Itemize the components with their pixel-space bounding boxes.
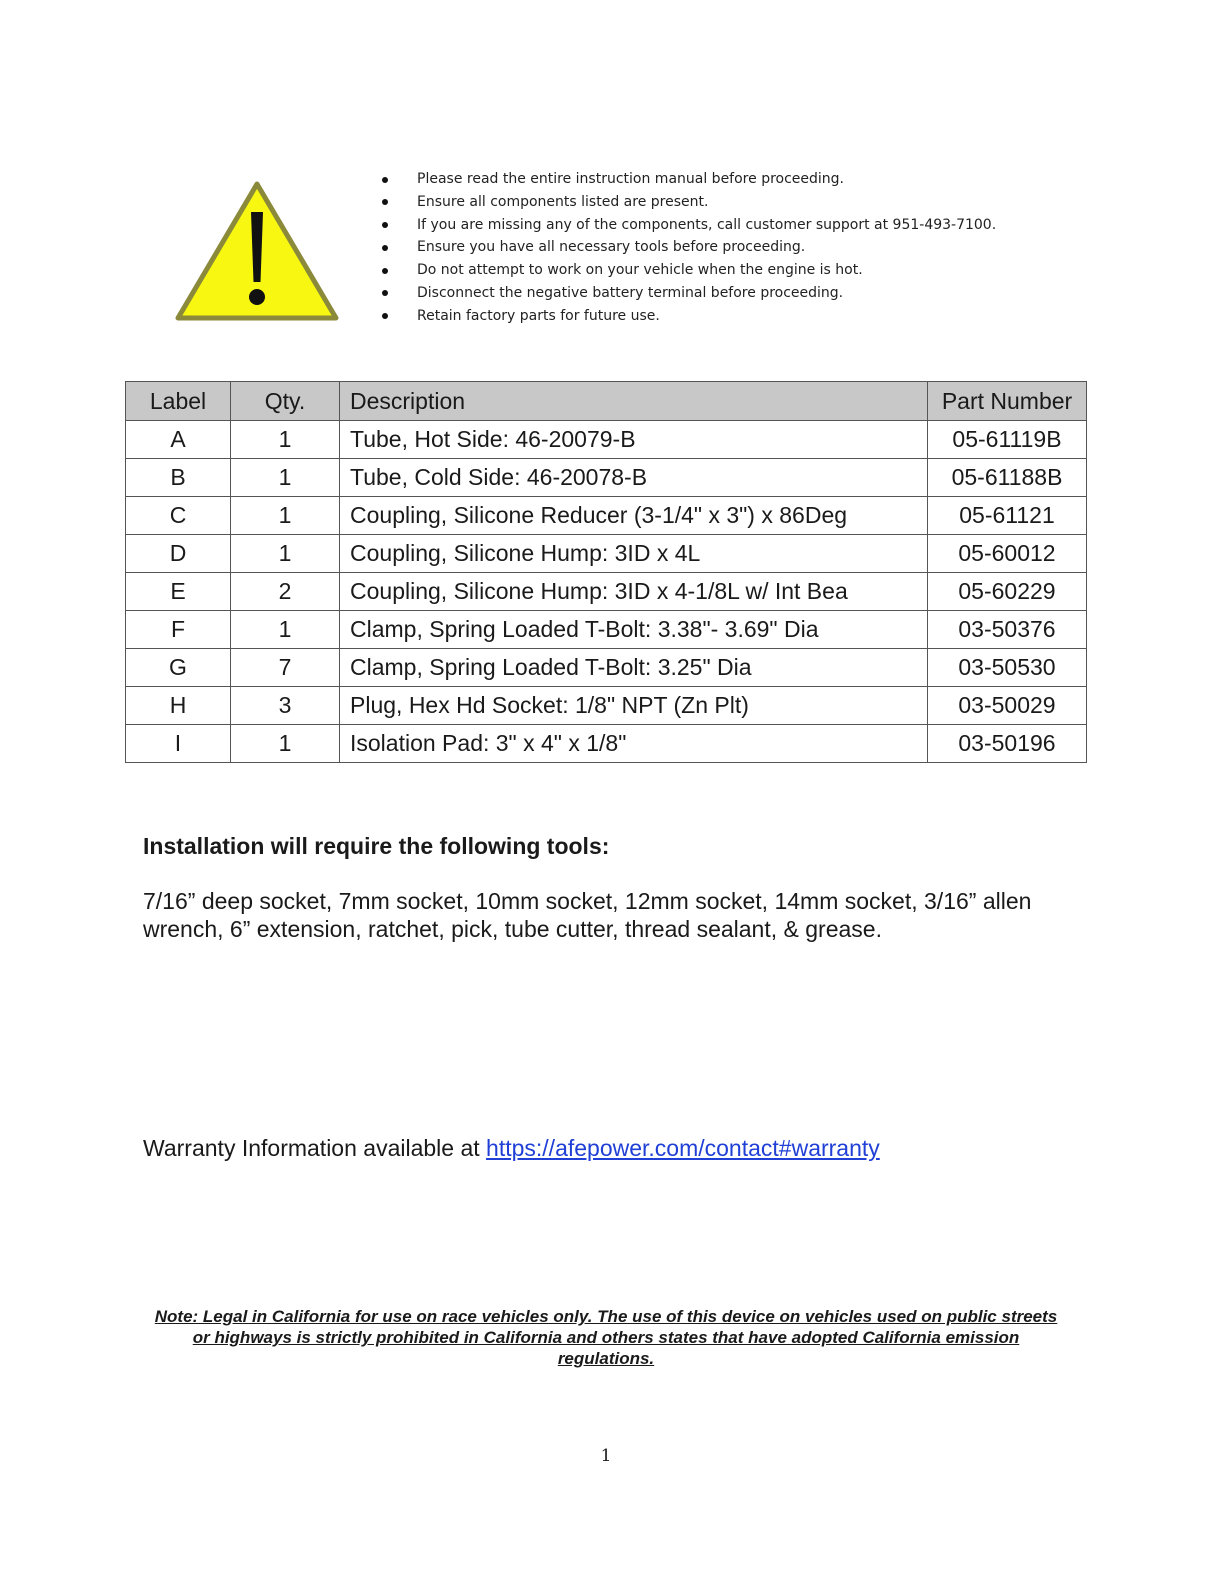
cell-label: G — [126, 649, 231, 687]
table-header-row — [126, 382, 1087, 421]
table-row — [126, 687, 1087, 725]
page-number: 1 — [600, 1446, 612, 1466]
cell-label: D — [126, 535, 231, 573]
cell-part-number: 05-61119B — [928, 421, 1087, 459]
warranty-link[interactable]: https://afepower.com/contact#warranty — [486, 1135, 880, 1161]
cell-label: H — [126, 687, 231, 725]
exclamation-dot — [249, 289, 265, 305]
precaution-item: If you are missing any of the components, call customer support at 951-493-7100. — [378, 214, 996, 237]
warranty-prefix: Warranty Information available at — [143, 1135, 487, 1161]
precaution-item: Ensure you have all necessary tools before proceeding. — [378, 236, 996, 259]
precaution-item: Disconnect the negative battery terminal before proceeding. — [378, 282, 996, 305]
cell-description: Coupling, Silicone Hump: 3ID x 4-1/8L w/ Int Bea — [340, 573, 928, 611]
cell-qty: 1 — [231, 459, 340, 497]
column-header-description: Description — [340, 382, 928, 421]
cell-description: Plug, Hex Hd Socket: 1/8" NPT (Zn Plt) — [340, 687, 928, 725]
cell-qty: 1 — [231, 497, 340, 535]
cell-qty: 2 — [231, 573, 340, 611]
table-row — [126, 421, 1087, 459]
cell-qty: 1 — [231, 611, 340, 649]
legal-note: Note: Legal in California for use on race vehicles only. The use of this device on vehicles used on public streets or highways is strictly prohibited in California and others states that have adopted California emission regulations. — [154, 1307, 1058, 1368]
cell-description: Tube, Hot Side: 46-20079-B — [340, 421, 928, 459]
cell-label: F — [126, 611, 231, 649]
table-row — [126, 497, 1087, 535]
cell-label: A — [126, 421, 231, 459]
cell-part-number: 05-61188B — [928, 459, 1087, 497]
cell-qty: 7 — [231, 649, 340, 687]
cell-part-number: 03-50029 — [928, 687, 1087, 725]
tools-list-text: 7/16” deep socket, 7mm socket, 10mm socket, 12mm socket, 14mm socket, 3/16” allen wrench, 6” extension, ratchet, pick, tube cutter, thread sealant, & grease. — [143, 888, 1032, 942]
table-row — [126, 573, 1087, 611]
column-header-part-number: Part Number — [928, 382, 1087, 421]
cell-qty: 1 — [231, 725, 340, 763]
precaution-item: Ensure all components listed are present. — [378, 191, 996, 214]
cell-qty: 1 — [231, 535, 340, 573]
cell-part-number: 05-61121 — [928, 497, 1087, 535]
tools-heading: Installation will require the following tools: — [143, 833, 610, 859]
warning-triangle-icon — [172, 178, 342, 328]
cell-description: Coupling, Silicone Hump: 3ID x 4L — [340, 535, 928, 573]
table-row — [126, 611, 1087, 649]
column-header-label: Label — [126, 382, 231, 421]
cell-label: E — [126, 573, 231, 611]
precaution-item: Please read the entire instruction manual before proceeding. — [378, 168, 996, 191]
cell-label: C — [126, 497, 231, 535]
cell-part-number: 05-60012 — [928, 535, 1087, 573]
table-row — [126, 725, 1087, 763]
warranty-info — [143, 1135, 880, 1162]
cell-description: Isolation Pad: 3" x 4" x 1/8" — [340, 725, 928, 763]
parts-table — [125, 381, 1087, 763]
cell-label: I — [126, 725, 231, 763]
cell-part-number: 03-50376 — [928, 611, 1087, 649]
column-header-qty: Qty. — [231, 382, 340, 421]
cell-description: Coupling, Silicone Reducer (3-1/4" x 3") x 86Deg — [340, 497, 928, 535]
precaution-list — [378, 168, 996, 328]
cell-qty: 3 — [231, 687, 340, 725]
cell-part-number: 03-50530 — [928, 649, 1087, 687]
cell-description: Clamp, Spring Loaded T-Bolt: 3.25" Dia — [340, 649, 928, 687]
cell-description: Tube, Cold Side: 46-20078-B — [340, 459, 928, 497]
table-row — [126, 459, 1087, 497]
cell-label: B — [126, 459, 231, 497]
cell-qty: 1 — [231, 421, 340, 459]
cell-part-number: 03-50196 — [928, 725, 1087, 763]
table-row — [126, 535, 1087, 573]
table-row — [126, 649, 1087, 687]
precaution-item: Do not attempt to work on your vehicle when the engine is hot. — [378, 259, 996, 282]
precaution-item: Retain factory parts for future use. — [378, 305, 996, 328]
cell-description: Clamp, Spring Loaded T-Bolt: 3.38"- 3.69" Dia — [340, 611, 928, 649]
cell-part-number: 05-60229 — [928, 573, 1087, 611]
